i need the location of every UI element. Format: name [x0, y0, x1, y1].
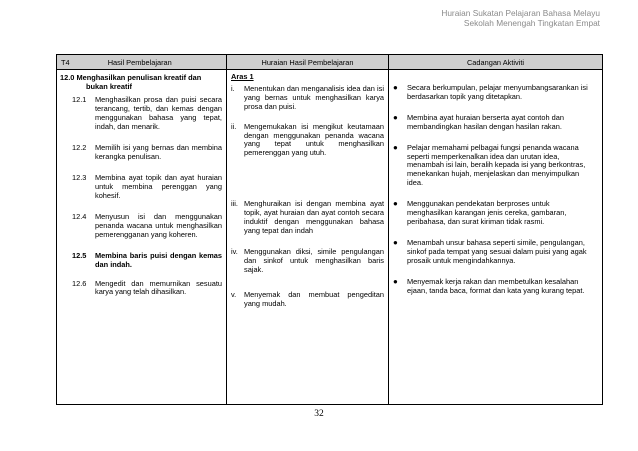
outcome-number: 12.6 [72, 278, 87, 288]
topic-title-line1: Menghasilkan penulisan kreatif dan [76, 73, 202, 82]
outcome-text: Memilih isi yang bernas dan membina kerangka penulisan. [95, 143, 222, 162]
outcome-number: 12.4 [72, 211, 87, 221]
activity-text: Pelajar memahami pelbagai fungsi penanda wacana seperti memperkenalkan idea dan urutan idea, menambah isi lain, beralih kepada isi yang berkontras, menekankan hujah, menjelaskan dan menyimpulkan idea. [407, 142, 586, 188]
explanation-number: v. [231, 289, 237, 299]
header-cadangan-aktiviti: Cadangan Aktiviti [389, 55, 603, 70]
activity-text: Menyemak kerja rakan dan membetulkan kesalahan ejaan, tanda baca, format dan kata yang kurang tepat. [407, 276, 585, 295]
header-title: Huraian Sukatan Pelajaran Bahasa Melayu [441, 8, 600, 18]
syllabus-table [56, 54, 603, 405]
activity-item [393, 114, 596, 132]
level-label: Aras 1 [231, 72, 254, 81]
activity-item [393, 278, 596, 296]
learning-outcome [72, 252, 222, 270]
explanation-number: ii. [231, 121, 237, 131]
outcome-explanation-cell [227, 70, 389, 405]
learning-outcomes-cell [57, 70, 227, 405]
activity-text: Secara berkumpulan, pelajar menyumbangsarankan isi berdasarkan topik yang ditetapkan. [407, 83, 588, 101]
suggested-activities-cell [389, 70, 603, 405]
header-hasil-pembelajaran: Hasil Pembelajaran [107, 57, 172, 67]
outcome-number: 12.1 [72, 94, 87, 104]
explanation-number: iv. [231, 246, 238, 256]
explanation-item [231, 200, 384, 236]
table-header-row [57, 55, 603, 70]
outcome-text: Menyusun isi dan menggunakan penanda wacana untuk menghasilkan pemerengganan yang koheren. [95, 211, 222, 239]
topic-heading [60, 74, 222, 92]
table-header-cell [57, 55, 227, 70]
table-row [57, 70, 603, 405]
explanation-text: Menghuraikan isi dengan membina ayat topik, ayat huraian dan ayat contoh secara induktif dengan menggunakan bahasa yang tepat dan indah [244, 199, 384, 235]
explanation-item [231, 123, 384, 159]
header-subtitle: Sekolah Menengah Tingkatan Empat [463, 18, 600, 28]
topic-number: 12.0 [60, 73, 75, 82]
bullet-icon: ● [393, 142, 398, 152]
explanation-item [231, 291, 384, 309]
activity-text: Menambah unsur bahasa seperti simile, pengulangan, sinkof pada tempat yang sesuai dalam puisi yang agak prosaik untuk mengindahkannya. [407, 237, 587, 265]
outcome-text: Mengedit dan memurnikan sesuatu karya yang telah dihasilkan. [95, 278, 222, 297]
header-huraian: Huraian Hasil Pembelajaran [227, 55, 389, 70]
activity-item [393, 84, 596, 102]
learning-outcome [72, 96, 222, 132]
bullet-icon: ● [393, 112, 398, 122]
activity-text: Menggunakan pendekatan berproses untuk menghasilkan karangan jenis cereka, gambaran, peribahasa, dan surat kiriman tidak rasmi. [407, 199, 567, 226]
header-t4: T4 [61, 57, 70, 67]
topic-title-line2: bukan kreatif [86, 81, 133, 91]
page-number: 32 [314, 409, 324, 419]
explanation-number: iii. [231, 199, 238, 209]
explanation-item [231, 85, 384, 112]
bullet-icon: ● [393, 199, 398, 209]
outcome-number: 12.2 [72, 143, 87, 153]
outcome-text: Membina ayat topik dan ayat huraian untuk membina perenggan yang kohesif. [95, 173, 222, 201]
activity-item [393, 200, 596, 227]
document-header [441, 8, 600, 28]
outcome-number: 12.3 [72, 173, 87, 183]
explanation-text: Menyemak dan membuat pengeditan yang mudah. [244, 289, 384, 308]
outcome-number: 12.5 [72, 250, 87, 260]
bullet-icon: ● [393, 276, 398, 286]
explanation-text: Mengemukakan isi mengikut keutamaan dengan menggunakan penanda wacana yang tepat untuk menghasilkan pemerenggan yang utuh. [244, 121, 384, 158]
explanation-text: Menentukan dan menganalisis idea dan isi yang bernas untuk menghasilkan karya prosa dan puisi. [244, 83, 384, 111]
bullet-icon: ● [393, 83, 398, 92]
learning-outcome [72, 144, 222, 162]
activity-text: Membina ayat huraian berserta ayat contoh dan membandingkan hasilan dengan hasilan rakan. [407, 112, 564, 131]
bullet-icon: ● [393, 237, 398, 247]
learning-outcome [72, 280, 222, 298]
activity-item [393, 144, 596, 189]
learning-outcome [72, 213, 222, 240]
learning-outcome [72, 174, 222, 201]
outcome-text: Menghasilkan prosa dan puisi secara terancang, tertib, dan kemas dengan menggunakan bahasa yang tepat, indah, dan menarik. [95, 94, 222, 131]
explanation-number: i. [231, 83, 235, 93]
explanation-text: Menggunakan diksi, simile pengulangan dan sinkof untuk menghasilkan baris sajak. [244, 246, 384, 274]
explanation-item [231, 248, 384, 275]
activity-item [393, 239, 596, 266]
outcome-text: Membina baris puisi dengan kemas dan indah. [95, 250, 222, 269]
